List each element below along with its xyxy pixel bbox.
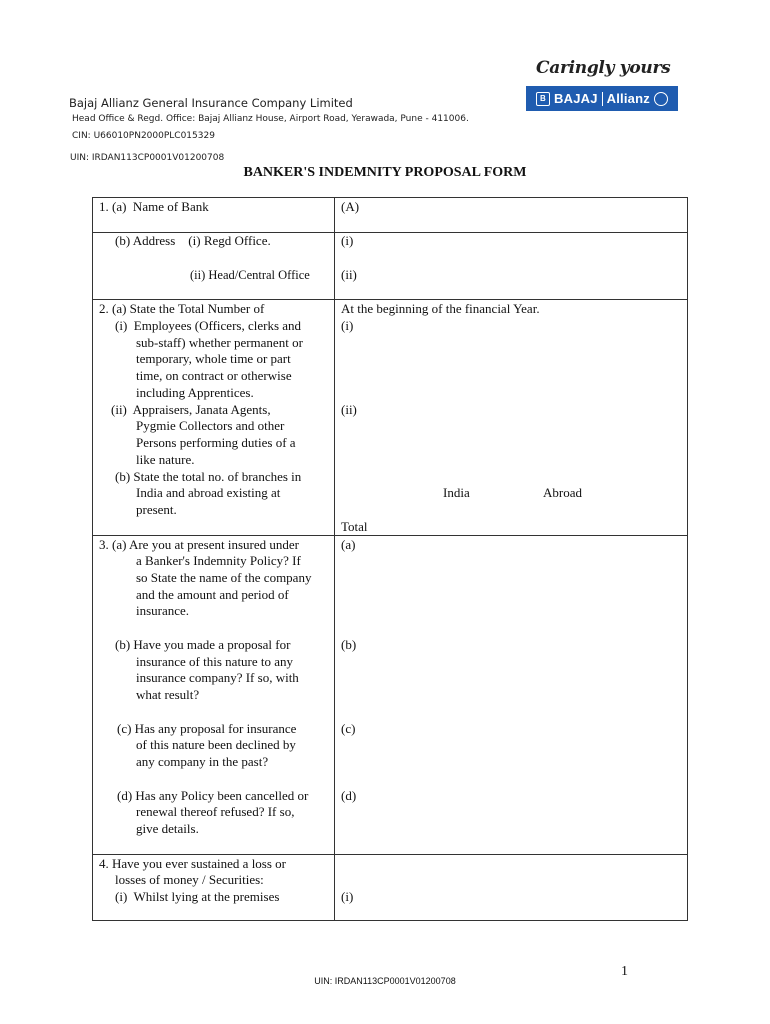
q2-total-label[interactable]: Total: [341, 519, 368, 534]
q3d-line: give details.: [136, 821, 199, 836]
q3a-line: and the amount and period of: [136, 587, 289, 602]
q2-line: including Apprentices.: [136, 385, 254, 400]
q3a-answer[interactable]: (a): [341, 537, 356, 552]
footer-uin: UIN: IRDAN113CP0001V01200708: [314, 976, 456, 986]
q2-line: (b) State the total no. of branches in: [115, 469, 302, 484]
q2-line: (i) Employees (Officers, clerks and: [115, 318, 302, 333]
uin-header: UIN: IRDAN113CP0001V01200708: [70, 153, 225, 163]
q4-line: 4. Have you ever sustained a loss or: [99, 856, 287, 871]
page-number: 1: [621, 964, 628, 979]
q2-line: 2. (a) State the Total Number of: [99, 301, 265, 316]
q3a-line: so State the name of the company: [136, 570, 312, 585]
q2-line: Pygmie Collectors and other: [136, 418, 285, 433]
q3b-line: insurance company? If so, with: [136, 670, 299, 685]
q3c-answer[interactable]: (c): [341, 721, 356, 736]
logo-divider: [602, 92, 603, 106]
q2-line: India and abroad existing at: [136, 485, 281, 500]
head-office-address: Head Office & Regd. Office: Bajaj Allianz House, Airport Road, Yerawada, Pune - 411006.: [72, 114, 469, 124]
bajaj-allianz-logo: [526, 86, 678, 111]
q3b-answer[interactable]: (b): [341, 637, 357, 652]
row-divider-3: [92, 535, 688, 536]
q3b-line: (b) Have you made a proposal for: [115, 637, 291, 652]
column-divider: [334, 197, 335, 921]
q3c-line: (c) Has any proposal for insurance: [117, 721, 297, 736]
q3c-line: of this nature been declined by: [136, 737, 296, 752]
q2-line: present.: [136, 502, 177, 517]
q1a-answer[interactable]: (A): [341, 199, 360, 214]
q4-line: (i) Whilst lying at the premises: [115, 889, 280, 904]
q2-line: (ii) Appraisers, Janata Agents,: [111, 402, 271, 417]
q2-line: temporary, whole time or part: [136, 351, 291, 366]
q3b-line: insurance of this nature to any: [136, 654, 294, 669]
q2-answer-i[interactable]: (i): [341, 318, 354, 333]
row-divider-2: [92, 299, 688, 300]
bajaj-mark-icon: B: [536, 92, 550, 106]
tagline: Caringly yours: [536, 58, 671, 78]
cin-number: CIN: U66010PN2000PLC015329: [72, 131, 215, 141]
q2-line: sub-staff) whether permanent or: [136, 335, 303, 350]
q3d-line: renewal thereof refused? If so,: [136, 804, 295, 819]
form-title: BANKER'S INDEMNITY PROPOSAL FORM: [243, 165, 527, 180]
q2-line: like nature.: [136, 452, 195, 467]
q1a-label: 1. (a) Name of Bank: [99, 199, 209, 214]
q3d-answer[interactable]: (d): [341, 788, 357, 803]
q3c-line: any company in the past?: [136, 754, 269, 769]
q2-line: time, on contract or otherwise: [136, 368, 292, 383]
q4-answer[interactable]: (i): [341, 889, 354, 904]
q3b-line: what result?: [136, 687, 200, 702]
q2-line: Persons performing duties of a: [136, 435, 296, 450]
q1b-ii-label: (ii) Head/Central Office: [190, 268, 310, 282]
q3a-line: insurance.: [136, 603, 190, 618]
q4-line: losses of money / Securities:: [115, 872, 264, 887]
logo-brand: BAJAJ: [554, 91, 598, 106]
q1b-ii-answer[interactable]: (ii): [341, 267, 357, 282]
q3d-line: (d) Has any Policy been cancelled or: [117, 788, 309, 803]
q2-answer-heading: At the beginning of the financial Year.: [341, 301, 540, 316]
allianz-eagle-icon: [654, 92, 668, 106]
q3a-line: 3. (a) Are you at present insured under: [99, 537, 299, 552]
q2-answer-ii[interactable]: (ii): [341, 402, 357, 417]
q1b-label: (b) Address (i) Regd Office.: [115, 233, 271, 248]
q1b-i-answer[interactable]: (i): [341, 233, 354, 248]
q2-india-label[interactable]: India: [443, 485, 470, 500]
q3a-line: a Banker's Indemnity Policy? If: [136, 553, 301, 568]
logo-partner: Allianz: [606, 91, 650, 106]
row-divider-4: [92, 854, 688, 855]
company-name: Bajaj Allianz General Insurance Company Limited: [69, 96, 353, 110]
q2-abroad-label[interactable]: Abroad: [543, 485, 582, 500]
